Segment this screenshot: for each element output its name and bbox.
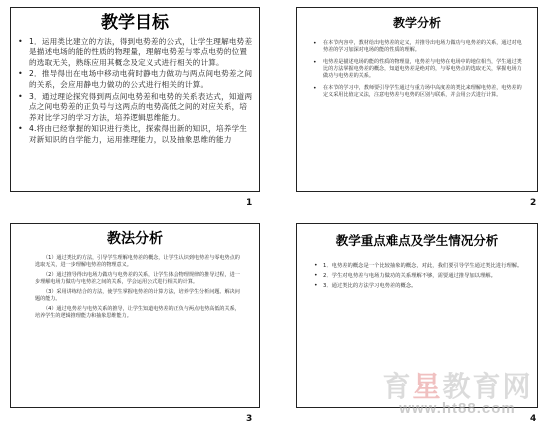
slide-title: 教学目标 <box>101 13 169 33</box>
list-item: • 3．通过理论探究得到两点间电势差和电势的关系表达式，知道两点之间电势差的正负号与这两点的电势高低之间的对应关系，培养对比学习的学习方法，培养逻辑思维能力。 <box>18 91 253 122</box>
slide-1 <box>10 7 260 192</box>
bullet-icon: • <box>18 124 23 134</box>
bullet-list <box>11 33 259 146</box>
bullet-list <box>297 30 537 99</box>
bullet-icon: • <box>314 281 318 289</box>
page-number: 1 <box>246 198 253 208</box>
list-item: • 在本节的学习中，教师要引导学生通过与重力场中高度差的类比来理解电势差，电势差的定义采用比值定义法，注意电势差与电势的区别与联系，并会用公式进行计算。 <box>313 84 522 98</box>
paragraph: （1）通过类比的方法，引导学生理解电势差的概念，让学生认识到电势差与零电势点的选取无关，进一步理解电势差的物理意义。 <box>35 255 240 269</box>
page-number: 4 <box>530 414 537 424</box>
list-item: • 2．推导得出在电场中移动电荷时静电力做功与两点间电势差之间的关系，会应用静电力做功的公式进行相关的计算。 <box>18 69 253 90</box>
slide-4 <box>296 223 538 408</box>
list-item: • 1．运用类比建立的方法，得到电势差的公式，让学生理解电势差是描述电场的能的性质的物理量，理解电势差与零点电势的位置的选取无关，熟练应用其概念及定义式进行相关的计算。 <box>18 36 253 67</box>
bullet-icon: • <box>313 58 317 66</box>
slide-title: 教学重点难点及学生情况分析 <box>335 233 499 248</box>
bullet-icon: • <box>18 91 23 101</box>
paragraph: （2）通过推导得出电场力做功与电势差的关系，让学生体会物理规律的推导过程，进一步理解电场力做功与电势差之间的关系，学会运用公式进行相关的计算。 <box>35 272 240 286</box>
list-item: • 1．电势差的概念是一个比较抽象的概念，对此，我们要引导学生通过类比进行理解。 <box>314 261 523 269</box>
page-number: 2 <box>530 198 537 208</box>
bullet-icon: • <box>313 84 317 92</box>
bullet-icon: • <box>18 69 23 79</box>
bullet-icon: • <box>313 40 317 48</box>
list-item: • 电势差是描述电场的能的性质的物理量，电势差与电势在电场中的地位相当，学生通过类比的方法掌握电势差的概念，知道电势差是绝对的，与零电势点的选取无关，掌握电场力做功与电势差的关系。 <box>313 58 522 80</box>
page-number: 3 <box>246 414 253 424</box>
list-item: • 4.将由已经掌握的知识进行类比，探索得出新的知识，培养学生对新知识的自学能力，运用推理能力，以及抽象思维的能力 <box>18 124 248 145</box>
slide-title: 教法分析 <box>107 231 163 247</box>
slide-title: 教学分析 <box>392 16 441 30</box>
bullet-icon: • <box>314 261 318 269</box>
list-item: • 在本节内容中，教材给出电势差的定义，并推导出电场力做功与电势差的关系，通过对电势差的学习加深对电场的能的性质的理解。 <box>313 40 522 54</box>
slide-2 <box>296 7 538 192</box>
list-item: • 3．通过类比的方法学习电势差的概念。 <box>314 281 417 289</box>
slide-3 <box>10 223 260 408</box>
paragraph-block <box>11 247 259 320</box>
list-item: • 2．学生对电势差与电场力做功的关系理解不够，需要通过推导加以理解。 <box>314 271 496 279</box>
bullet-list <box>297 248 537 290</box>
paragraph: （4）通过电势差与电势关系的推导，让学生知道电势差的正负与两点电势高低的关系，培养学生的逻辑推理能力和抽象思维能力。 <box>35 306 240 320</box>
watermark-logo-text: 育星教育网 <box>382 370 533 403</box>
paragraph: （3）采用讲练结合的方法，使学生掌握电势差的计算方法，培养学生分析问题、解决问题的能力。 <box>35 289 240 303</box>
bullet-icon: • <box>314 271 318 279</box>
watermark-url: www.ht88.com <box>399 400 516 417</box>
bullet-icon: • <box>18 36 23 46</box>
